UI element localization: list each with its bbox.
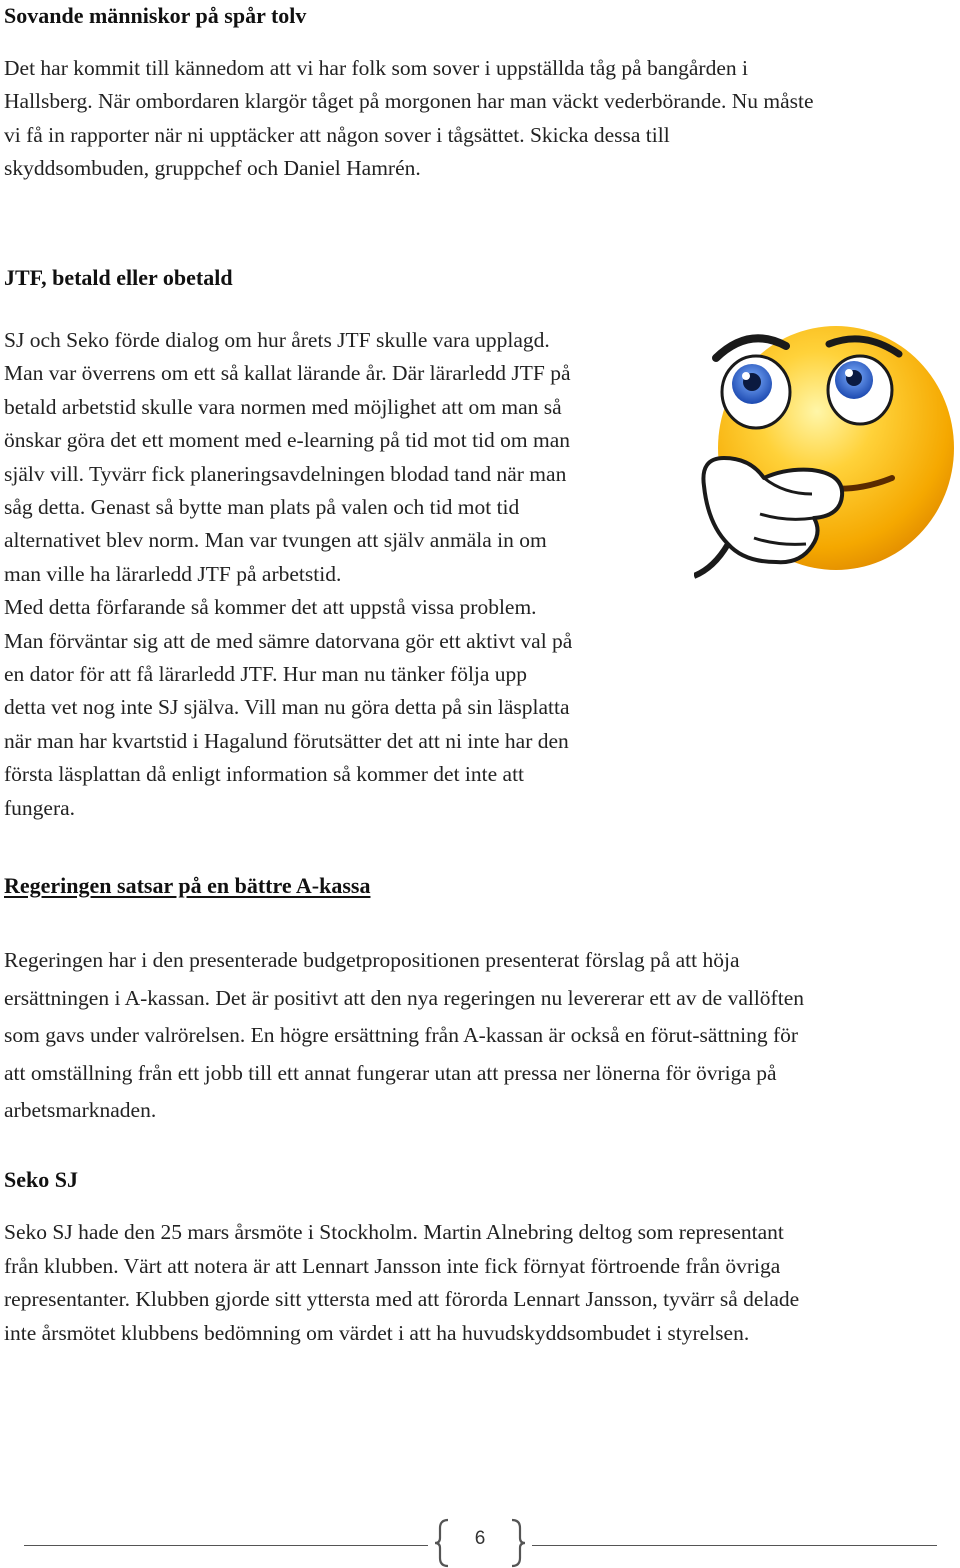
text-line: detta vet nog inte SJ själva. Vill man nu göra detta på sin läsplatta: [4, 695, 570, 720]
heading-jtf: JTF, betald eller obetald: [4, 265, 233, 290]
text-line: Regeringen har i den presenterade budgetpropositionen presenterat förslag på att höja: [4, 948, 740, 972]
paragraph-jtf: [4, 324, 572, 825]
thinking-emoticon-icon: [694, 318, 956, 586]
text-line: en dator för att få lärarledd JTF. Hur man nu tänker följa upp: [4, 662, 528, 687]
text-line: Man var överrens om ett så kallat lärande år. Där lärarledd JTF på: [4, 361, 571, 386]
left-brace-icon: [432, 1518, 452, 1568]
heading-a-kassa: Regeringen satsar på en bättre A-kassa: [4, 873, 371, 898]
page-footer: [0, 1518, 960, 1568]
text-line: man ville ha lärarledd JTF på arbetstid.: [4, 561, 342, 586]
text-line: första läsplattan då enligt information så kommer det inte att: [4, 762, 525, 787]
text-line: Med detta förfarande så kommer det att uppstå vissa problem.: [4, 595, 537, 620]
text-line: från klubben. Värt att notera är att Lennart Jansson inte fick förnyat förtroende från övriga: [4, 1253, 781, 1278]
text-line: själv vill. Tyvärr fick planeringsavdelningen blodad tand när man: [4, 461, 567, 486]
page-number: 6: [474, 1528, 486, 1549]
text-line: betald arbetstid skulle vara normen med möjlighet att om man så: [4, 394, 562, 419]
text-line: vi få in rapporter när ni upptäcker att någon sover i tågsättet. Skicka dessa till: [4, 122, 670, 147]
text-line: som gavs under valrörelsen. En högre ersättning från A-kassan är också en förut-sättning för: [4, 1023, 799, 1048]
paragraph-sleeping-people: [4, 52, 814, 186]
paragraph-a-kassa: [4, 942, 804, 1130]
text-line: Man förväntar sig att de med sämre datorvana gör ett aktivt val på: [4, 628, 573, 653]
right-brace-icon: [508, 1518, 528, 1568]
text-line: ersättningen i A-kassan. Det är positivt att den nya regeringen nu levererar ett av de vallöften: [4, 985, 804, 1010]
text-line: Det har kommit till kännedom att vi har folk som sover i uppställda tåg på bangården i: [4, 56, 748, 80]
paragraph-seko-sj: [4, 1216, 799, 1350]
text-line: inte årsmötet klubbens bedömning om värdet i att ha huvudskyddsombudet i styrelsen.: [4, 1320, 750, 1345]
text-line: arbetsmarknaden.: [4, 1098, 157, 1123]
text-line: önskar göra det ett moment med e-learning på tid mot tid om man: [4, 428, 571, 453]
text-line: Seko SJ hade den 25 mars årsmöte i Stockholm. Martin Alnebring deltog som representant: [4, 1220, 784, 1244]
text-line: representanter. Klubben gjorde sitt yttersta med att förorda Lennart Jansson, tyvärr så delade: [4, 1287, 800, 1311]
text-line: Hallsberg. När ombordaren klargör tåget på morgonen har man väckt vederbörande. Nu måste: [4, 89, 814, 114]
text-line: alternativet blev norm. Man var tvungen att själv anmäla in om: [4, 528, 547, 553]
heading-sleeping-people: Sovande människor på spår tolv: [4, 3, 307, 28]
footer-divider: [24, 1545, 428, 1546]
text-line: såg detta. Genast så bytte man plats på valen och tid mot tid: [4, 495, 520, 520]
text-line: när man har kvartstid i Hagalund förutsätter det att ni inte har den: [4, 728, 569, 753]
heading-seko-sj: Seko SJ: [4, 1167, 78, 1192]
footer-divider: [532, 1545, 937, 1546]
text-line: SJ och Seko förde dialog om hur årets JTF skulle vara upplagd.: [4, 328, 550, 352]
text-line: att omställning från ett jobb till ett annat fungerar utan att pressa ner lönerna för övriga på: [4, 1060, 777, 1085]
text-line: skyddsombuden, gruppchef och Daniel Hamrén.: [4, 156, 421, 181]
text-line: fungera.: [4, 795, 76, 820]
